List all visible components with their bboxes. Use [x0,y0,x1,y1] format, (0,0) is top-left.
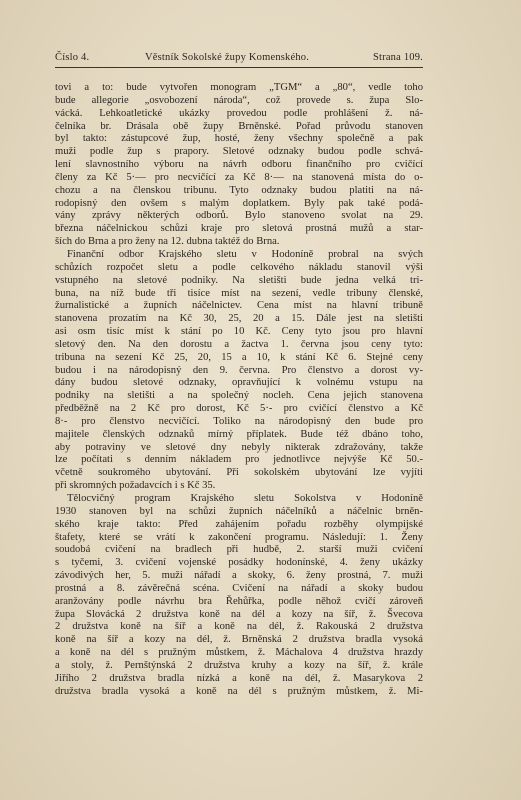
text-line: schůzích rozpočet sletu a podle celkového nákladu stanovil výši [55,261,423,273]
issue-number: Číslo 4. [55,52,90,63]
text-line: prostná a 8. závěrečná scéna. Cvičení na nářadí a skoky budou [55,582,423,594]
text-line: štafety, které se vrátí k zakončení programu. Následují: 1. Ženy [55,531,423,543]
text-line: aby potraviny ve sletové dny nebyly nikterak zdražovány, takže [55,441,423,453]
header-rule [55,67,423,68]
text-line: sletový den. Na den dorostu a žactva 1. června jsou ceny tyto: [55,338,423,350]
text-line: vány zprávy některých odborů. Bylo stanoveno svolat na 29. [55,210,423,222]
running-header [55,52,423,68]
text-line: 8·- pro členstvo necvičící. Toliko na národopisný den bude pro [55,415,423,427]
text-line: rodopisný den ovšem s malým doplatkem. Byly pak také podá- [55,197,423,209]
text-line: členy za Kč 5·— pro necvičící za Kč 8·— na stanovená místa do o- [55,171,423,183]
text-line: aranžovány podle návrhu bra Řehůřka, podle něhož cvičí zároveň [55,595,423,607]
text-line: ších do Brna a pro ženy na 12. dubna taktéž do Brna. [55,236,280,248]
text-line: Finanční odbor Krajského sletu v Hodoníně probral na svých [67,248,423,260]
text-line: a stoly, ž. Pernštýnská 2 družstva kruhy a kozy na šíř, ž. krále [55,659,423,671]
text-line: lení slavnostního výboru na návrh odboru finančního pro cvičící [55,159,423,171]
text-line: majitele členských odznaků mírný příplatek. Bude též dbáno toho, [55,428,423,440]
text-line: předběžně na 2 Kč pro dorost, Kč 5·- pro cvičící členstvo a Kč [55,403,423,415]
text-line: tribuna na sezení Kč 25, 20, 15 a 10, k stání Kč 6. Stejné ceny [55,351,423,363]
text-line: družstva bradla vysoká a koně na dél s pružným můstkem, ž. Mi- [55,685,423,697]
body-text [55,82,423,699]
text-line: 1930 stanoven byl na schůzi župních náčelníků a náčelnic brněn- [55,505,423,517]
text-line: vácká. Lehkoatletické ukázky provedou podle prohlášení ž. ná- [55,107,423,119]
text-line: byl takto: zástupcové žup, hosté, ženy všechny společně a pak [55,133,423,145]
text-line: žurnalistické a župních náčelnictev. Cena míst na hlavní tribuně [55,300,423,312]
text-line: 2 družstva koně na šíř a koně na dél, ž. Rakouská 2 družstva [55,621,423,633]
journal-title: Věstník Sokolské župy Komenského. [145,52,310,63]
text-line: včetně soukromého ubytování. Při sokolském ubytování lze vyjíti [55,467,423,479]
text-line: vstupného na sletové podniky. Na sletišti bude jedna velká tri- [55,274,423,286]
text-line: závodivých her, 5. muži nářadí a skoky, 6. ženy prostná, 7. muži [55,570,423,582]
text-line: s tyčemi, 3. cvičení vojenské posádky hodonínské, 4. ženy ukázky [55,557,423,569]
text-line: župa Slovácká 2 družstva koně na dél a kozy na šíř, ž. Švecova [55,608,423,620]
text-line: muži podle žup s prapory. Sletové odznaky budou podle schvá- [55,146,423,158]
text-line: podniky na sletišti a na společný nocleh. Cena jejich stanovena [55,390,423,402]
text-line: čelníka br. Drásala obě župy Brněnské. Pořad průvodu stanoven [55,120,423,132]
text-line: bude allegorie „osvobození národa“, což provede s. župa Slo- [55,94,423,106]
text-line: koně na šíř a kozy na dél, ž. Brněnská 2 družstva bradla vysoká [55,634,423,646]
text-line: ského kraje takto: Před zahájením pořadu rozběhy olympijské [55,518,423,530]
text-line: asi osm tisíc míst k stání po 10 Kč. Ceny tyto jsou pro hlavní [55,326,423,338]
text-line: buna, na níž bude tři tisíce míst na sezení, vedle tribuny členské, [55,287,423,299]
text-line: stanovena prozatím na Kč 30, 25, 20 a 15. Dále jest na sletišti [55,313,423,325]
page-number: Strana 109. [372,52,423,63]
text-line: budou i na národopisný den 9. června. Pro členstvo a dorost vy- [55,364,423,376]
text-line: dány budou sletové odznaky, opravňující k volnému vstupu na [55,377,423,389]
text-line: při skromných požadavcích i s Kč 35. [55,480,216,492]
text-line: lze počítati s denním nákladem pro jednotlivce nejvýše Kč 50.- [55,454,423,466]
text-line: soudobá cvičení na bradlech při hudbě, 2. starší muži cvičení [55,544,423,556]
text-line: Tělocvičný program Krajského sletu Sokolstva v Hodoníně [67,493,423,504]
text-line: března náčelnickou schůzi kraje pro sletová prostná mužů a star- [55,223,423,235]
text-line: a koně na dél s pružným můstkem, ž. Máchalova 4 družstva hrazdy [55,647,423,659]
text-line: Jiřího 2 družstva bradla nízká a koně na dél, ž. Masarykova 2 [55,672,423,684]
text-line: chozu a na členskou tribunu. Tyto odznaky budou platiti na ná- [55,184,423,196]
text-line: tovi a to: bude vytvořen monogram „TGM“ a „80“, vedle toho [55,82,423,93]
